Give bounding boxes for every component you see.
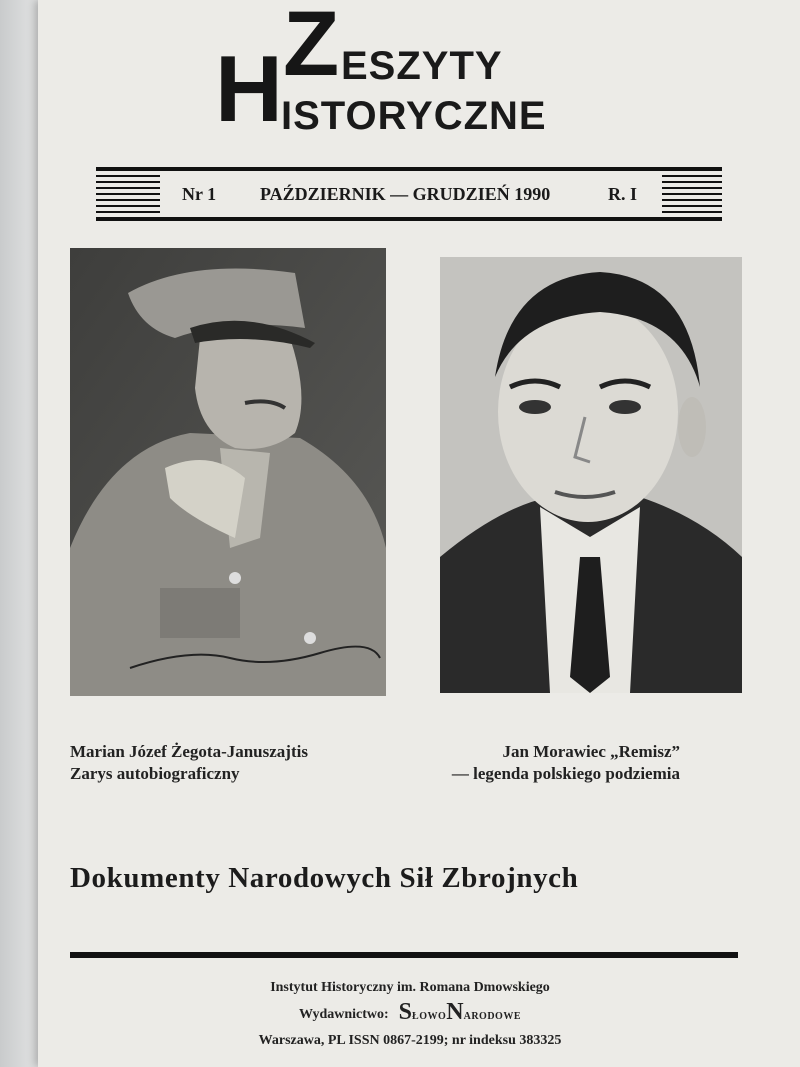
institute-name: Instytut Historyczny im. Romana Dmowskiego xyxy=(270,980,550,995)
issue-bar-bottom-rule xyxy=(96,217,722,221)
binding-edge xyxy=(0,0,38,1067)
slowo-narodowe-logo: S ŁOWO N ARODOWE xyxy=(398,999,522,1025)
footer-rule xyxy=(70,952,738,958)
issue-bar xyxy=(96,167,722,221)
caption-right-title: Jan Morawiec „Remisz” xyxy=(502,742,680,761)
caption-right-subtitle: — legenda polskiego podziemia xyxy=(451,764,680,783)
publisher-footer xyxy=(180,978,640,1051)
caption-left-title: Marian Józef Żegota-Januszajtis xyxy=(70,742,308,761)
issue-bar-stripes-left xyxy=(96,175,160,213)
caption-right xyxy=(452,741,680,785)
masthead-word-zeszyty: ESZYTY xyxy=(341,44,503,88)
portrait-jan-morawiec xyxy=(440,257,742,693)
issue-bar-stripes-right xyxy=(662,175,722,213)
masthead-initial-h: H xyxy=(215,36,283,141)
issue-bar-top-rule xyxy=(96,167,722,171)
publisher-line xyxy=(180,999,640,1027)
masthead-initial-z: Z xyxy=(283,0,340,95)
portrait-zegota-januszajtis xyxy=(70,248,386,696)
issue-number: Nr 1 xyxy=(182,184,217,204)
cover-headline: Dokumenty Narodowych Sił Zbrojnych xyxy=(70,862,579,894)
issue-year: R. I xyxy=(608,184,638,204)
masthead-logo xyxy=(215,0,615,144)
caption-left xyxy=(70,741,308,785)
caption-left-subtitle: Zarys autobiograficzny xyxy=(70,764,240,783)
issue-period: PAŹDZIERNIK — GRUDZIEŃ 1990 xyxy=(260,184,551,204)
masthead-word-historyczne: ISTORYCZNE xyxy=(281,94,547,138)
publisher-label: Wydawnictwo: xyxy=(298,1006,389,1022)
issn-line: Warszawa, PL ISSN 0867-2199; nr indeksu 383325 xyxy=(258,1033,562,1048)
